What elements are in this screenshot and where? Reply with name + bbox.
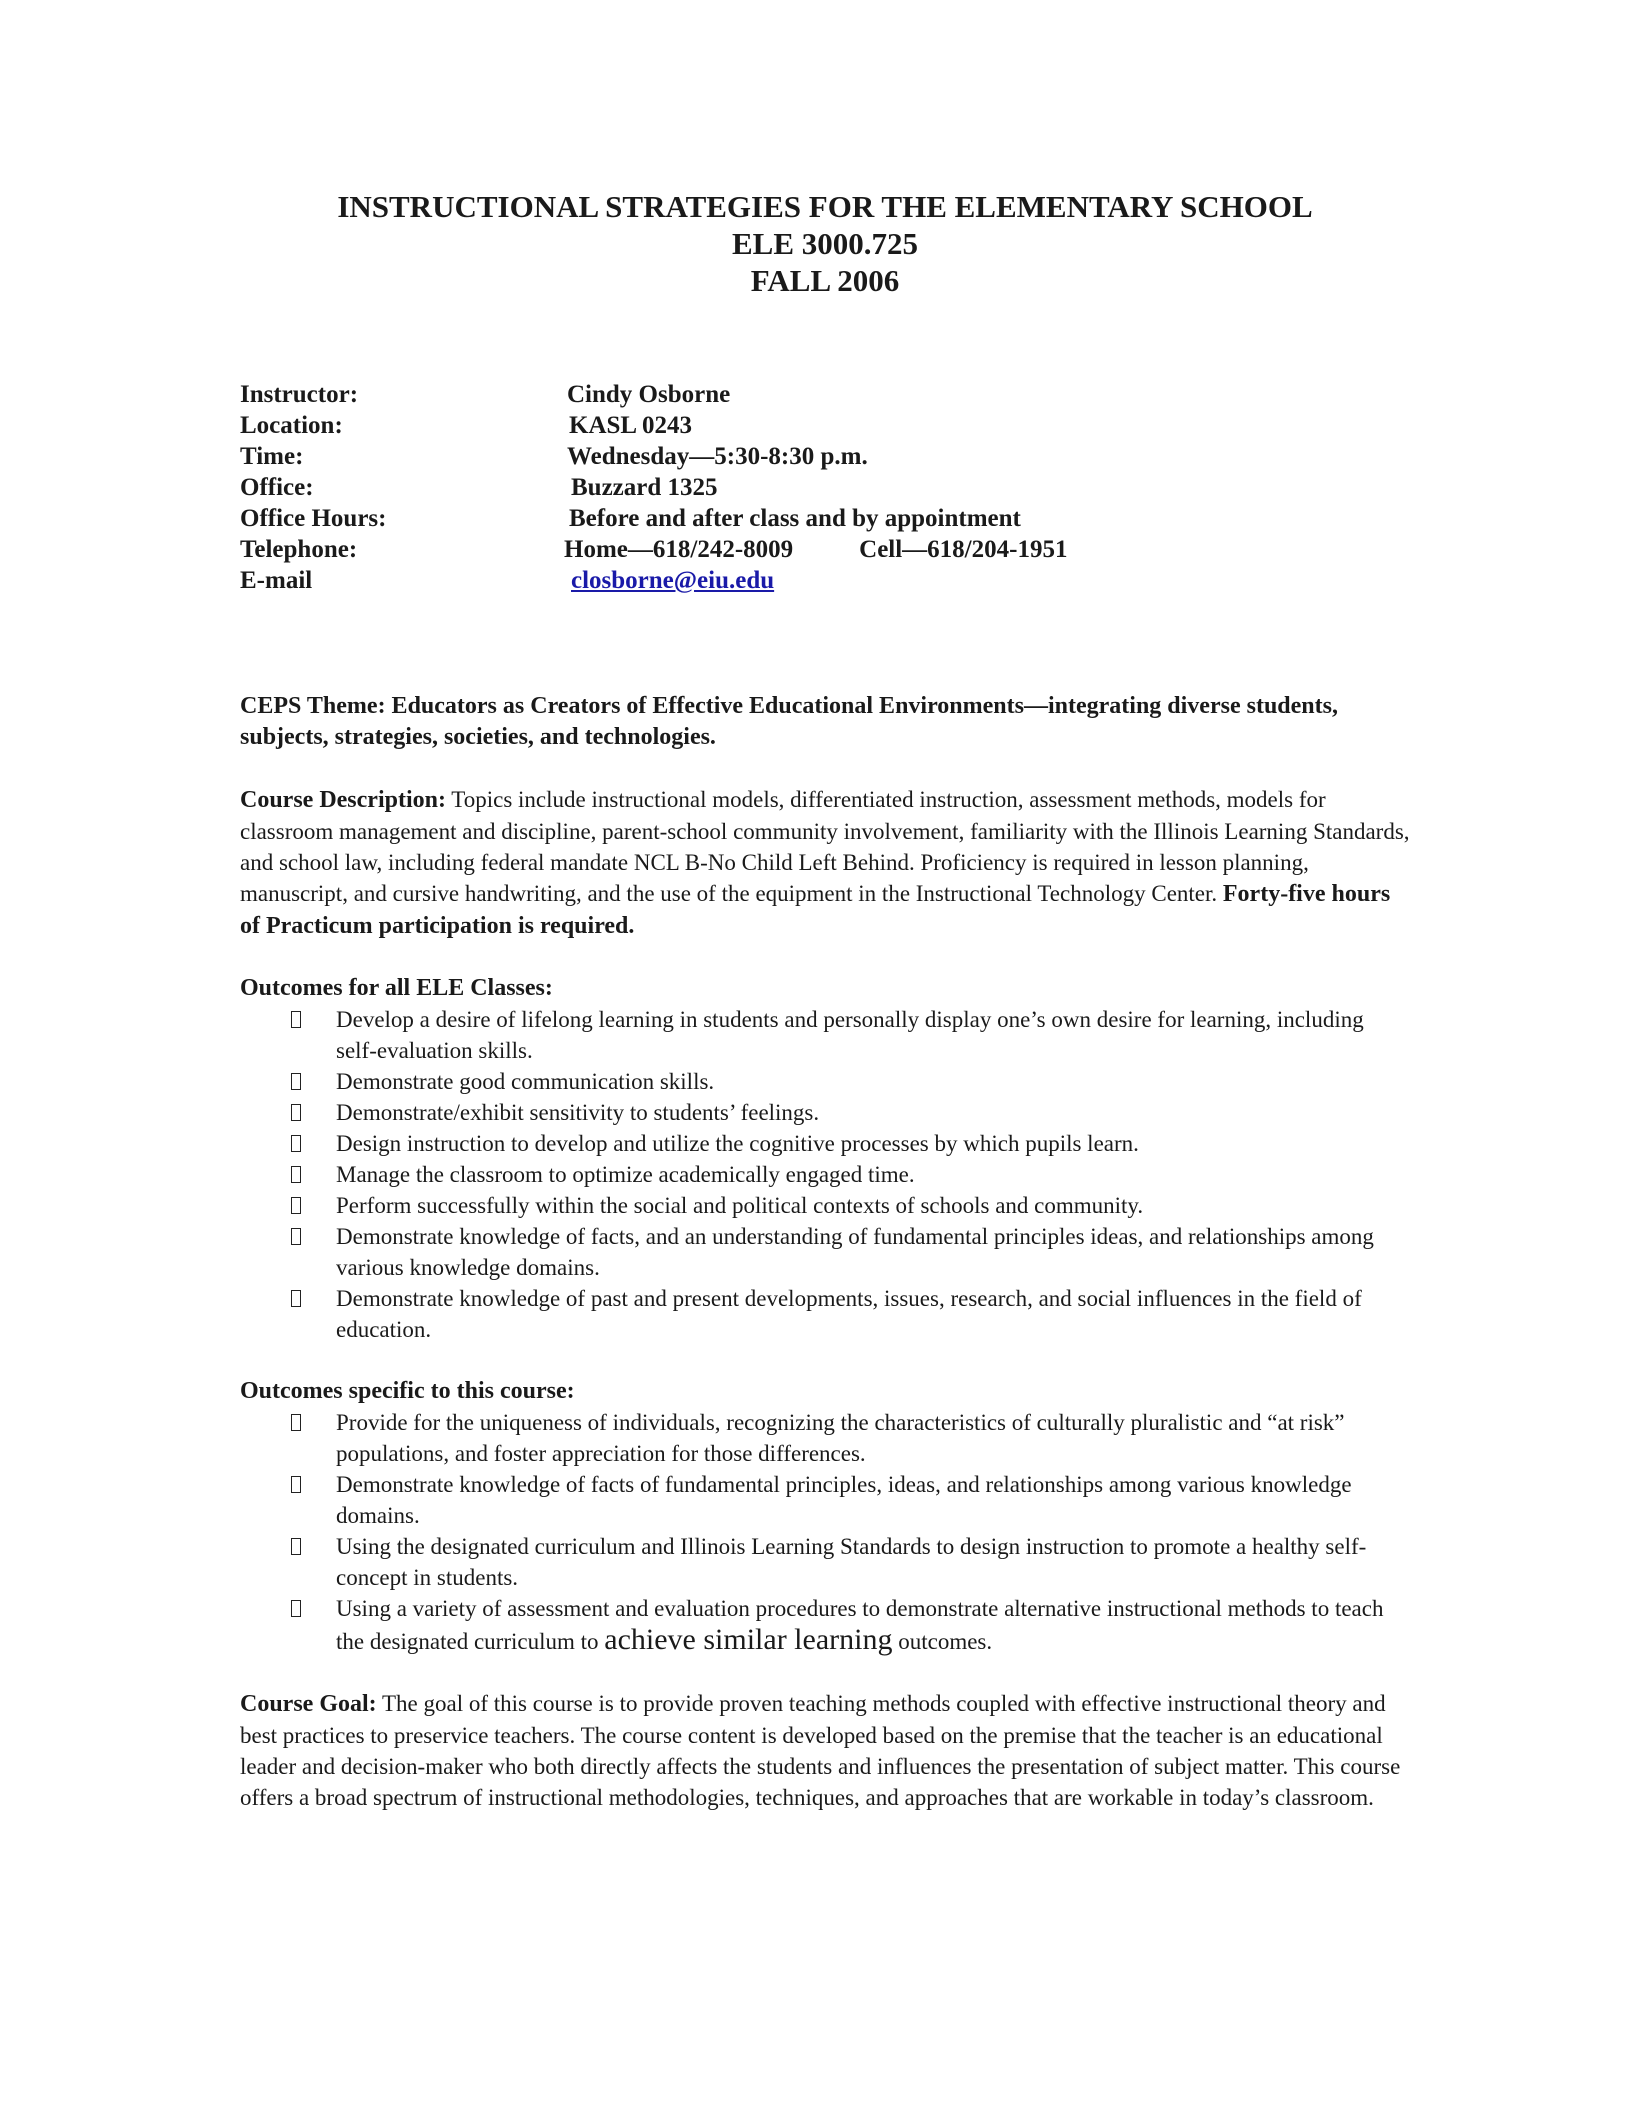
list-item (240, 1469, 1410, 1531)
list-item-text: Demonstrate/exhibit sensitivity to students’ feelings. (336, 1100, 820, 1125)
outcomes-course-heading: Outcomes specific to this course: (240, 1378, 575, 1404)
email-link[interactable]: closborne@eiu.edu (571, 567, 775, 594)
course-description (240, 784, 1410, 942)
list-item-text: Develop a desire of lifelong learning in students and personally display one’s own desire for learning, including self-evaluation skills. (336, 1007, 1364, 1063)
list-item-text: Demonstrate knowledge of past and present developments, issues, research, and social influences in the field of education. (336, 1286, 1362, 1342)
list-item (240, 1593, 1410, 1657)
list-item (240, 1283, 1410, 1345)
list-item-text: Provide for the uniqueness of individuals, recognizing the characteristics of culturally pluralistic and “at risk” populations, and foster appreciation for those differences. (336, 1410, 1345, 1466)
instructor-info (240, 379, 1410, 596)
syllabus-page (240, 188, 1410, 1813)
list-item-text: Using the designated curriculum and Illinois Learning Standards to design instruction to promote a healthy self-concept in students. (336, 1534, 1367, 1590)
time-label: Time: (240, 443, 304, 470)
list-item-text-start: Using a variety of assessment and evaluation procedures to demonstrate alternative instructional methods to teach the designated curriculum to (336, 1596, 1384, 1654)
checkbox-square-icon (291, 1011, 301, 1028)
course-goal-text: The goal of this course is to provide proven teaching methods coupled with effective instructional theory and best practices to preservice teachers. The course content is developed based on the premise that the teacher is an educational leader and decision-maker who both directly affects the students and influences the presentation of subject matter. This course offers a broad spectrum of instructional methodologies, techniques, and approaches that are workable in today’s classroom. (240, 1691, 1401, 1810)
info-row-instructor (240, 379, 1410, 410)
list-item-text: Manage the classroom to optimize academically engaged time. (336, 1162, 915, 1187)
list-item-text: Demonstrate good communication skills. (336, 1069, 715, 1094)
outcomes-all-section (240, 973, 1410, 1345)
course-description-label: Course Description: (240, 787, 446, 813)
course-title: INSTRUCTIONAL STRATEGIES FOR THE ELEMENTARY SCHOOL (337, 189, 1313, 224)
office-hours-value: Before and after class and by appointment (569, 505, 1021, 532)
info-row-email (240, 565, 1410, 596)
course-goal-label: Course Goal: (240, 1691, 377, 1717)
outcomes-all-heading: Outcomes for all ELE Classes: (240, 975, 553, 1001)
list-item (240, 1221, 1410, 1283)
office-hours-label: Office Hours: (240, 505, 387, 532)
info-row-office-hours (240, 503, 1410, 534)
checkbox-square-icon (291, 1290, 301, 1307)
list-item (240, 1159, 1410, 1190)
course-description-text: Topics include instructional models, differentiated instruction, assessment methods, models for classroom management and discipline, parent-school community involvement, familiarity with the Illinois Learning Standards, and school law, including federal mandate NCL B-No Child Left Behind. Proficiency is required in lesson planning, manuscript, and cursive handwriting, and the use of the equipment in the Instructional Technology Center. (240, 787, 1410, 906)
outcomes-course-section (240, 1376, 1410, 1657)
time-value: Wednesday—5:30-8:30 p.m. (567, 443, 868, 470)
course-number: ELE 3000.725 (731, 226, 919, 261)
email-label: E-mail (240, 567, 313, 594)
list-item (240, 1066, 1410, 1097)
telephone-cell: Cell—618/204-1951 (859, 536, 1068, 563)
checkbox-square-icon (291, 1600, 301, 1617)
info-row-telephone (240, 534, 1410, 565)
instructor-label: Instructor: (240, 381, 359, 408)
list-item-text: Demonstrate knowledge of facts, and an understanding of fundamental principles ideas, and relationships among various knowledge domains. (336, 1224, 1374, 1280)
practicum-requirement: Forty-five hours of Practicum participation is required. (240, 881, 1391, 939)
list-item (240, 1190, 1410, 1221)
list-item-text: Perform successfully within the social and political contexts of schools and community. (336, 1193, 1144, 1218)
telephone-value (564, 534, 1067, 565)
checkbox-square-icon (291, 1197, 301, 1214)
ceps-theme: CEPS Theme: Educators as Creators of Effective Educational Environments—integrating diverse students, subjects, strategies, societies, and technologies. (240, 693, 1338, 750)
list-item-text-large: achieve similar learning (604, 1623, 893, 1656)
office-label: Office: (240, 474, 314, 501)
info-row-time (240, 441, 1410, 472)
email-value-wrap (567, 565, 774, 596)
outcomes-course-list (240, 1407, 1410, 1657)
list-item (240, 1407, 1410, 1469)
checkbox-square-icon (291, 1135, 301, 1152)
course-goal (240, 1688, 1410, 1813)
list-item-text: Demonstrate knowledge of facts of fundamental principles, ideas, and relationships among various knowledge domains. (336, 1472, 1352, 1528)
location-value: KASL 0243 (569, 412, 692, 439)
checkbox-square-icon (291, 1538, 301, 1555)
office-value: Buzzard 1325 (571, 474, 718, 501)
info-row-location (240, 410, 1410, 441)
telephone-home: Home—618/242-8009 (564, 536, 794, 563)
list-item (240, 1128, 1410, 1159)
location-label: Location: (240, 412, 343, 439)
list-item (240, 1004, 1410, 1066)
checkbox-square-icon (291, 1104, 301, 1121)
checkbox-square-icon (291, 1073, 301, 1090)
list-item-text-end: outcomes. (892, 1629, 993, 1654)
list-item (240, 1531, 1410, 1593)
course-term: FALL 2006 (750, 263, 900, 298)
list-item-text: Design instruction to develop and utilize the cognitive processes by which pupils learn. (336, 1131, 1139, 1156)
checkbox-square-icon (291, 1476, 301, 1493)
telephone-label: Telephone: (240, 536, 358, 563)
document-title (240, 188, 1410, 299)
checkbox-square-icon (291, 1228, 301, 1245)
instructor-value: Cindy Osborne (567, 381, 731, 408)
checkbox-square-icon (291, 1166, 301, 1183)
info-row-office (240, 472, 1410, 503)
checkbox-square-icon (291, 1414, 301, 1431)
list-item (240, 1097, 1410, 1128)
outcomes-all-list (240, 1004, 1410, 1345)
